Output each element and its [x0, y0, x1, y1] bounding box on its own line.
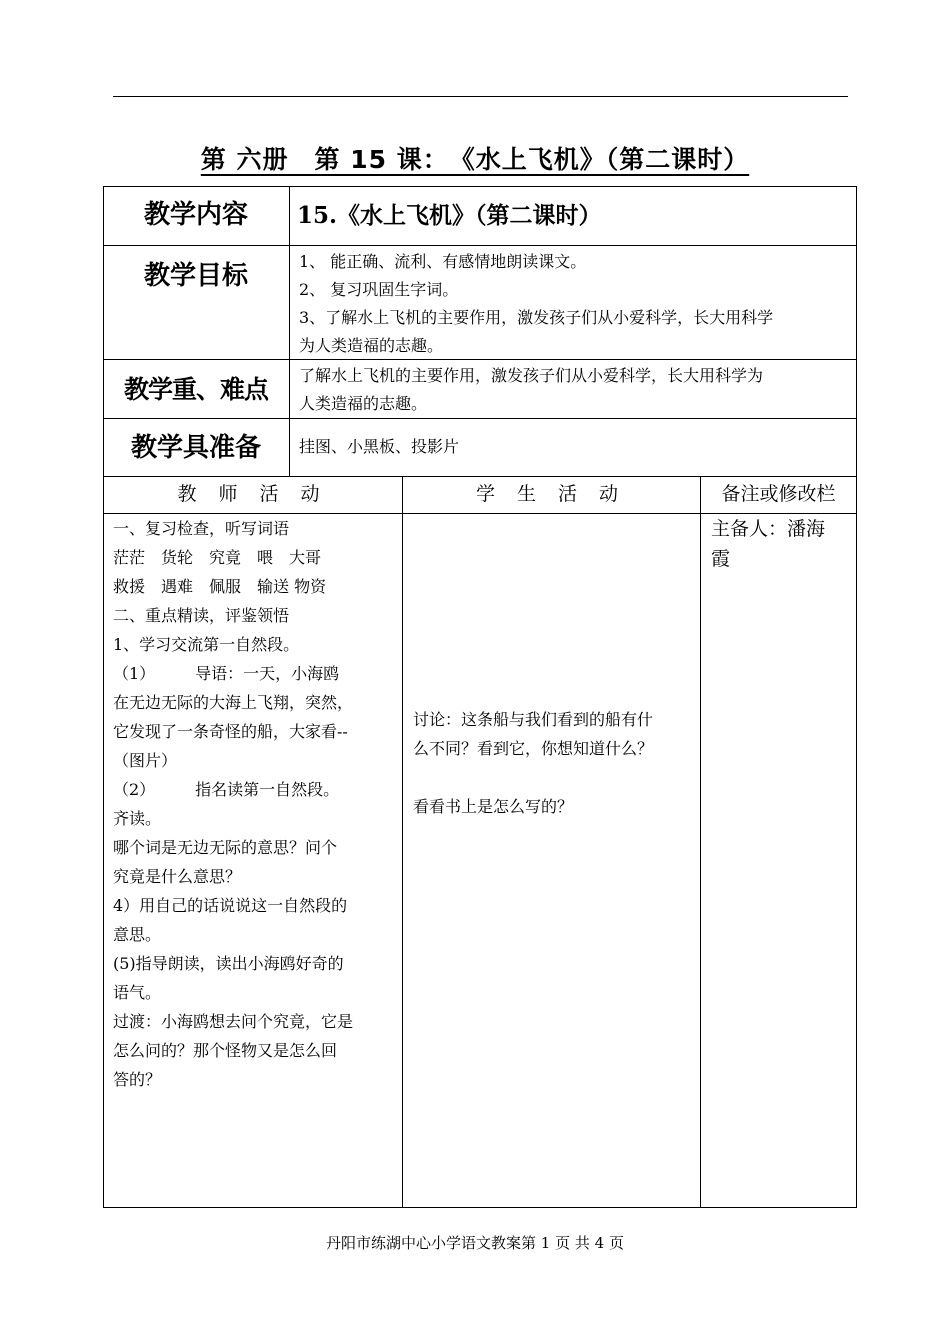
focus-line: 人类造福的志趣。 [299, 394, 428, 413]
notes-column [711, 514, 851, 574]
tools-label: 教学具准备 [130, 433, 261, 463]
teacher-line: 究竟是什么意思？ [113, 867, 242, 886]
student-activity [413, 705, 697, 821]
tools-value: 挂图、小黑板、投影片 [299, 437, 460, 456]
student-line: 讨论：这条船与我们看到的船有什 [413, 710, 654, 729]
notes-line: 霞 [711, 548, 731, 570]
page-title: 第 六册 第 15 课： 《水上飞机》（第二课时） [200, 145, 750, 174]
teacher-line: 语气。 [113, 983, 162, 1002]
focus-label: 教学重、难点 [123, 375, 268, 404]
teacher-line: 茫茫 货轮 究竟 喂 大哥 [113, 548, 322, 567]
goal-item: 2、 复习巩固生字词。 [299, 280, 459, 299]
focus-line: 了解水上飞机的主要作用，激发孩子们从小爱科学，长大用科学为 [299, 366, 764, 385]
goals-label: 教学目标 [143, 261, 248, 291]
teacher-line: （1） 导语：一天，小海鸥 [113, 664, 340, 683]
teacher-line: 齐读。 [113, 809, 162, 828]
teacher-line: 怎么问的？那个怪物又是怎么回 [113, 1041, 338, 1060]
teacher-line: （图片） [113, 751, 178, 770]
teacher-line: 4）用自己的话说说这一自然段的 [113, 896, 348, 915]
student-line: 么不同？看到它，你想知道什么？ [413, 739, 654, 758]
row-divider [103, 245, 857, 246]
teacher-line: 二、重点精读，评鉴领悟 [113, 606, 290, 625]
goal-item: 1、 能正确、流利、有感情地朗读课文。 [299, 252, 587, 271]
col-divider [700, 476, 701, 1208]
student-line: 看看书上是怎么写的？ [413, 797, 574, 816]
teacher-line: 它发现了一条奇怪的船，大家看-- [113, 722, 348, 741]
teacher-line: 答的？ [113, 1070, 162, 1089]
teacher-line: （2） 指名读第一自然段。 [113, 780, 340, 799]
goals-list [299, 248, 855, 360]
teacher-line: 1、学习交流第一自然段。 [113, 635, 300, 654]
teacher-column-header: 教 师 活 动 [177, 483, 328, 505]
teacher-line: 在无边无际的大海上飞翔，突然， [113, 693, 354, 712]
student-column-header: 学 生 活 动 [475, 483, 627, 505]
content-value: 15.《水上飞机》（第二课时） [297, 202, 602, 229]
notes-column-header: 备注或修改栏 [721, 483, 836, 505]
goal-item: 为人类造福的志趣。 [299, 336, 444, 355]
goal-item: 3、了解水上飞机的主要作用，激发孩子们从小爱科学，长大用科学 [299, 308, 774, 327]
col-divider [402, 476, 403, 1208]
focus-text [299, 362, 855, 418]
page-footer: 丹阳市练湖中心小学语文教案第 1 页 共 4 页 [326, 1234, 624, 1252]
teacher-line: 哪个词是无边无际的意思？问个 [113, 838, 338, 857]
notes-line: 主备人：潘海 [711, 518, 826, 540]
teacher-line: 救援 遇难 佩服 输送 物资 [113, 577, 327, 596]
teacher-activity [113, 514, 397, 1094]
col-divider [289, 186, 290, 476]
teacher-line: 一、复习检查，听写词语 [113, 519, 290, 538]
content-label: 教学内容 [143, 200, 248, 230]
teacher-line: 过渡：小海鸥想去问个究竟，它是 [113, 1012, 354, 1031]
teacher-line: 意思。 [113, 925, 162, 944]
teacher-line: (5)指导朗读，读出小海鸥好奇的 [113, 954, 344, 973]
header-rule [113, 96, 848, 97]
